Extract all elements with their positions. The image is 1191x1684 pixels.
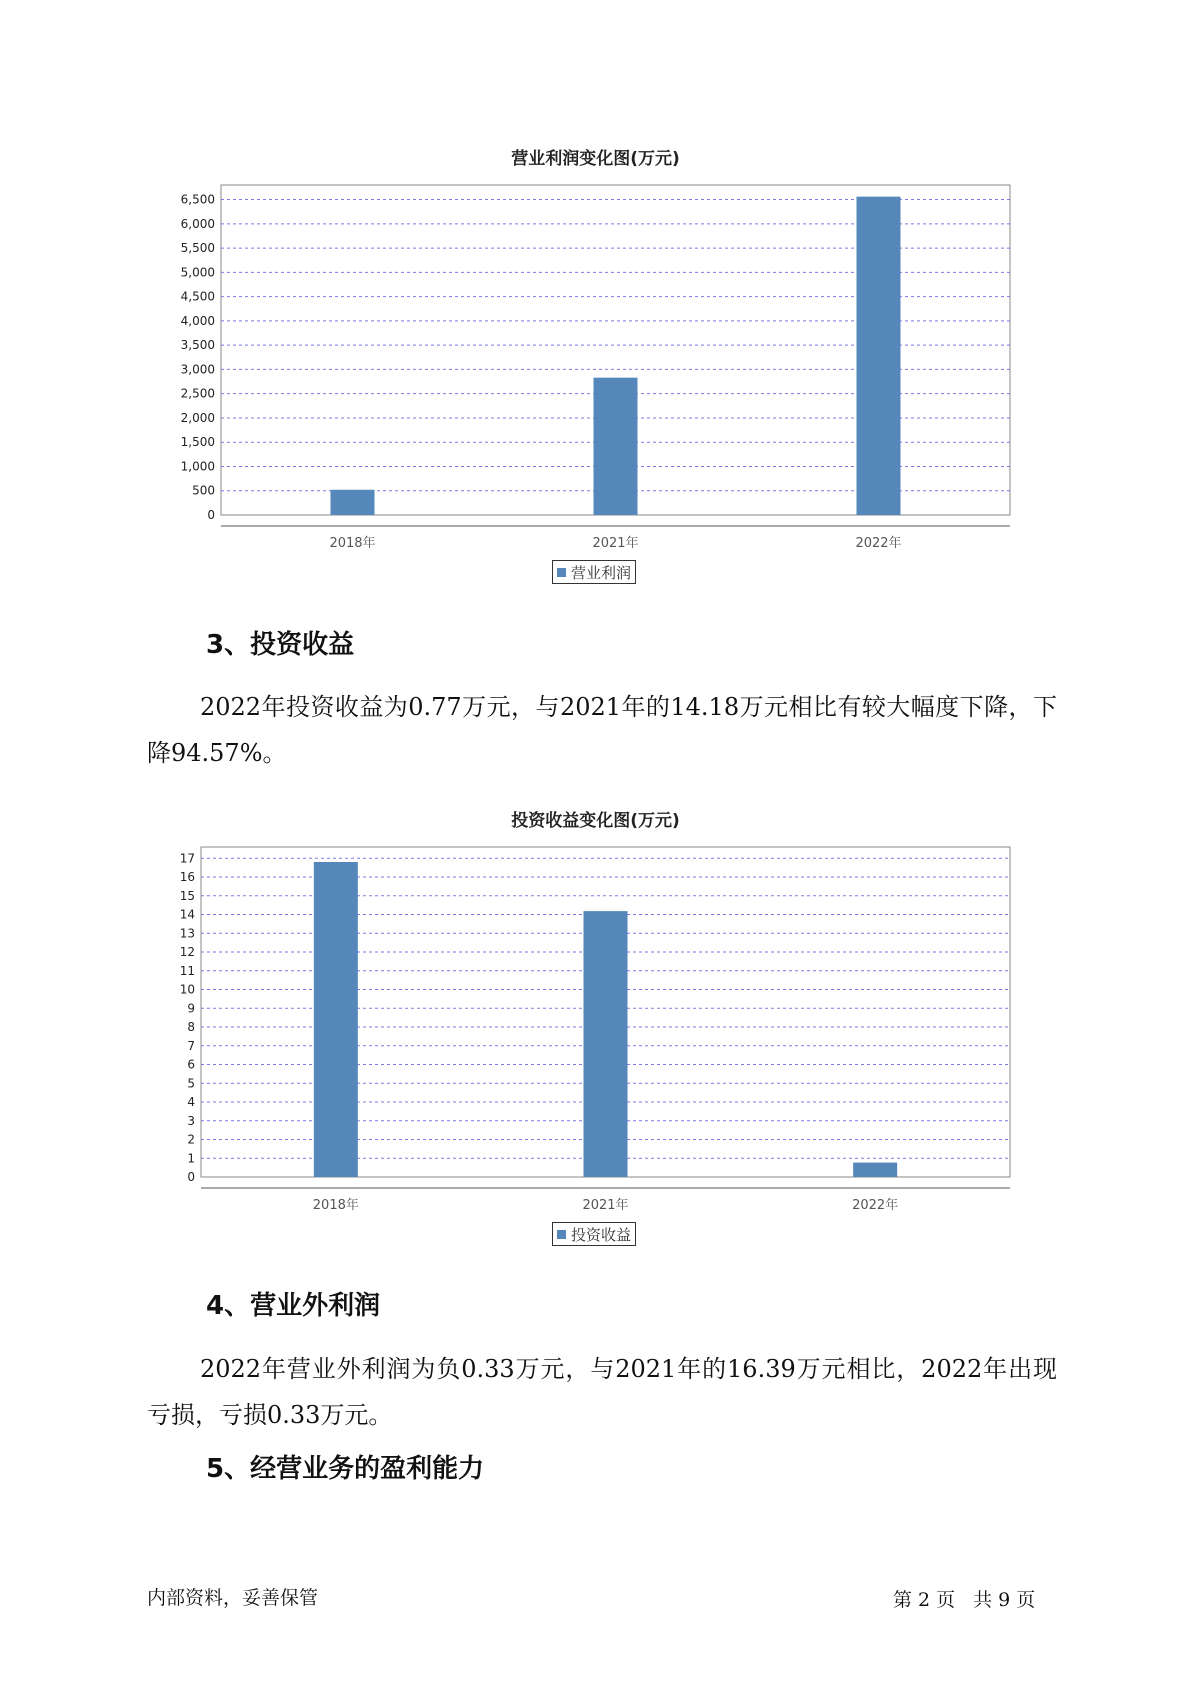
y-tick-label: 6 [187, 1057, 195, 1072]
y-tick-label: 16 [179, 870, 195, 884]
page-prefix: 第 [893, 1589, 913, 1611]
x-tick-label: 2022年 [852, 1198, 899, 1213]
x-tick-label: 2018年 [329, 536, 376, 551]
footer-confidential-note: 内部资料，妥善保管 [147, 1587, 319, 1609]
y-tick-label: 8 [187, 1020, 195, 1034]
y-tick-label: 1,000 [180, 459, 215, 474]
y-tick-label: 6,000 [180, 216, 215, 231]
section-heading-operating-profitability: 5、经营业务的盈利能力 [206, 1454, 485, 1484]
y-tick-label: 12 [179, 945, 195, 959]
total-prefix: 共 [973, 1589, 993, 1611]
y-tick-label: 2 [187, 1132, 195, 1147]
legend-investment-income [552, 1222, 636, 1246]
y-tick-label: 0 [207, 508, 215, 522]
x-tick-label: 2021年 [582, 1198, 629, 1213]
x-tick-label: 2021年 [592, 536, 639, 551]
footer-page-number [893, 1585, 1041, 1612]
bar [314, 862, 358, 1177]
y-tick-label: 4,500 [180, 289, 215, 304]
paragraph-investment-income: 2022年投资收益为0.77万元，与2021年的14.18万元相比有较大幅度下降，下降94.57%。 [147, 693, 1057, 767]
y-tick-label: 1,500 [180, 435, 215, 450]
y-tick-label: 2,000 [180, 410, 215, 425]
y-tick-label: 11 [179, 963, 195, 978]
y-tick-label: 3,500 [180, 338, 215, 353]
y-tick-label: 3,000 [180, 362, 215, 377]
legend-label: 营业利润 [571, 563, 632, 582]
page-number: 2 [918, 1589, 931, 1611]
legend-label: 投资收益 [571, 1225, 632, 1244]
section-heading-non-operating-profit: 4、营业外利润 [206, 1291, 381, 1321]
y-tick-label: 15 [179, 888, 195, 903]
y-tick-label: 13 [179, 926, 195, 941]
section-heading-investment-income: 3、投资收益 [206, 630, 355, 660]
page-word: 页 [936, 1589, 956, 1611]
y-tick-label: 500 [192, 483, 215, 498]
y-tick-label: 4 [187, 1095, 195, 1109]
bar [584, 911, 628, 1177]
paragraph-non-operating-profit: 2022年营业外利润为负0.33万元，与2021年的16.39万元相比，2022年出现亏损，亏损0.33万元。 [147, 1355, 1057, 1429]
y-tick-label: 5,500 [180, 241, 215, 256]
x-tick-label: 2018年 [312, 1198, 359, 1213]
y-tick-label: 14 [179, 907, 195, 922]
y-tick-label: 2,500 [180, 386, 215, 401]
y-tick-label: 0 [187, 1170, 195, 1184]
x-tick-label: 2022年 [855, 536, 902, 551]
y-tick-label: 17 [179, 851, 195, 866]
y-tick-label: 7 [187, 1038, 195, 1053]
y-tick-label: 6,500 [180, 192, 215, 207]
bar [853, 1163, 897, 1177]
total-pages: 9 [998, 1589, 1011, 1611]
y-tick-label: 10 [179, 982, 195, 997]
y-tick-label: 3 [187, 1113, 195, 1128]
chart-title-investment-income: 投资收益变化图(万元) [511, 811, 680, 831]
legend-swatch [557, 1230, 566, 1239]
y-tick-label: 1 [187, 1151, 195, 1166]
y-tick-label: 5 [187, 1076, 195, 1091]
y-tick-label: 4,000 [180, 313, 215, 328]
total-word: 页 [1016, 1589, 1036, 1611]
y-tick-label: 9 [187, 1001, 195, 1016]
chart-title-operating-profit: 营业利润变化图(万元) [511, 149, 680, 169]
y-tick-label: 5,000 [180, 265, 215, 280]
